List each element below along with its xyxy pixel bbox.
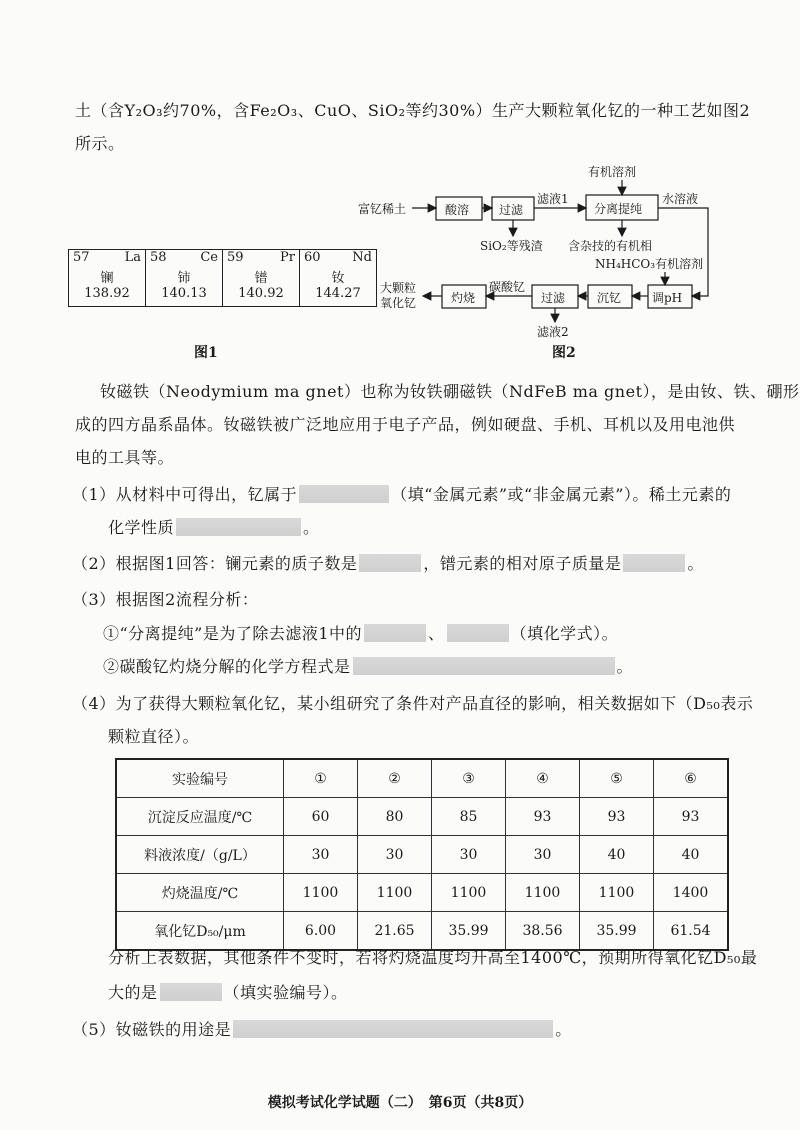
label-carbonate: 碳酸钇 [489,280,526,294]
row-label: 灼烧温度/℃ [116,874,284,912]
table-row [116,798,728,836]
table-cell: 1100 [506,874,580,912]
atomic-mass: 144.27 [315,286,361,301]
atomic-mass: 140.92 [238,286,284,301]
element-name: 钕 [331,271,345,286]
table-cell: 40 [580,836,654,874]
atomic-number: 58 [150,250,167,265]
label-reagents: NH₄HCO₃有机溶剂 [595,257,704,271]
table-cell: 6.00 [284,912,358,951]
table-cell: 61.54 [654,912,729,951]
q1-text-2: （填“金属元素”或“非金属元素”）。稀土元素的 [391,485,732,504]
table-cell: 38.56 [506,912,580,951]
question-4-cont: 颗粒直径）。 [108,727,200,746]
table-cell: 1400 [654,874,729,912]
q2-end: 。 [687,554,704,573]
question-3: （3）根据图2流程分析： [72,590,259,609]
q4b-text: 大的是 [108,983,158,1002]
row-label: 料液浓度/（g/L） [116,836,284,874]
q2-answer-blank-2[interactable] [623,554,685,572]
label-organic-solvent: 有机溶剂 [588,165,637,179]
question-4: （4）为了获得大颗粒氧化钇，某小组研究了条件对产品直径的影响，相关数据如下（D₅₀表示 [72,694,754,713]
element-symbol: Ce [200,250,218,265]
label-raw-material: 富钇稀土 [358,202,407,216]
label-separate: 分离提纯 [594,202,643,216]
atomic-number: 60 [304,250,321,265]
label-acid-dissolve: 酸溶 [445,203,470,217]
label-filter-2: 过滤 [541,291,566,305]
label-filter-1: 过滤 [499,203,524,217]
element-name: 镨 [254,271,268,286]
header-cell: ① [284,759,358,798]
experiment-data-table [115,758,729,951]
element-symbol: Nd [352,250,372,265]
label-product-line-2: 氧化钇 [380,296,417,310]
label-impurity-organic: 含杂技的有机相 [568,239,653,253]
header-cell: ⑤ [580,759,654,798]
row-label: 沉淀反应温度/℃ [116,798,284,836]
q4-answer-blank[interactable] [160,983,222,1001]
header-cell: ⑥ [654,759,729,798]
table-cell: 1100 [432,874,506,912]
q1-answer-blank-1[interactable] [299,485,389,503]
header-cell: 实验编号 [116,759,284,798]
header-cell: ③ [432,759,506,798]
q1-answer-blank-2[interactable] [176,518,301,536]
passage-line-3: 电的工具等。 [75,448,175,467]
table-cell: 60 [284,798,358,836]
q5-end: 。 [555,1020,572,1039]
atomic-number: 59 [227,250,244,265]
table-row [116,836,728,874]
table-cell: 1100 [358,874,432,912]
label-adjust-ph: 调pH [652,291,683,305]
table-row [116,874,728,912]
element-name: 铈 [177,271,191,286]
question-4-analysis: 分析上表数据，其他条件不变时，若将灼烧温度均升高至1400℃，预期所得氧化钇D₅₀最 [108,948,758,967]
label-filtrate-2: 滤液2 [537,325,569,339]
q3-separator: 、 [428,624,445,643]
table-cell: 30 [432,836,506,874]
q4b-end: （填实验编号）。 [223,983,348,1002]
row-label: 氧化钇D₅₀/μm [116,912,284,951]
q3-answer-blank-3[interactable] [353,657,615,675]
intro-line-2: 所示。 [75,134,125,153]
table-cell: 40 [654,836,729,874]
table-cell: 35.99 [580,912,654,951]
element-symbol: La [124,250,141,265]
q3-part2-text: ②碳酸钇灼烧分解的化学方程式是 [103,657,351,676]
table-cell: 93 [654,798,729,836]
q3-part1-end: （填化学式）。 [510,624,619,643]
label-filtrate-1: 滤液1 [537,192,569,206]
label-precipitate: 沉钇 [597,291,622,305]
question-3-part-1 [103,621,618,644]
page-footer: 模拟考试化学试题（二） 第6页（共8页） [267,1095,533,1111]
table-header-row [116,759,728,798]
element-symbol: Pr [280,250,295,265]
atomic-mass: 138.92 [84,286,130,301]
intro-line-1: 土（含Y₂O₃约70%，含Fe₂O₃、CuO、SiO₂等约30%）生产大颗粒氧化钇的一种工艺如图2 [75,101,751,120]
passage-line-1: 钕磁铁（Neodymium ma gnet）也称为钕铁硼磁铁（NdFeB ma gnet），是由钕、铁、硼形 [100,382,800,401]
q3-part2-end: 。 [616,657,634,676]
question-2 [72,551,704,574]
table-cell: 80 [358,798,432,836]
question-1 [72,482,731,505]
q5-answer-blank[interactable] [233,1020,553,1038]
atomic-mass: 140.13 [161,286,207,301]
header-cell: ④ [506,759,580,798]
table-cell: 1100 [580,874,654,912]
q2-text-2: ，镨元素的相对原子质量是 [423,554,622,573]
question-5 [72,1017,572,1040]
q5-text: （5）钕磁铁的用途是 [72,1020,232,1039]
label-residue: SiO₂等残渣 [480,239,543,253]
figure-1-caption: 图1 [194,345,218,361]
atomic-number: 57 [73,250,90,265]
header-cell: ② [358,759,432,798]
q3-answer-blank-2[interactable] [447,624,509,642]
q3-part1-text: ①“分离提纯”是为了除去滤液1中的 [103,624,363,643]
question-3-part-2 [103,654,633,677]
table-cell: 1100 [284,874,358,912]
q1-end: 。 [303,518,320,537]
table-cell: 21.65 [358,912,432,951]
q3-answer-blank-1[interactable] [364,624,426,642]
table-cell: 30 [358,836,432,874]
q1-text-3: 化学性质 [108,518,175,537]
table-cell: 85 [432,798,506,836]
table-cell: 35.99 [432,912,506,951]
q1-text: （1）从材料中可得出，钇属于 [72,485,298,504]
figure-2-caption: 图2 [552,345,576,361]
element-name: 镧 [100,271,114,286]
passage-line-2: 成的四方晶系晶体。钕磁铁被广泛地应用于电子产品，例如硬盘、手机、耳机以及用电池供 [75,415,736,434]
table-cell: 30 [506,836,580,874]
table-cell: 93 [506,798,580,836]
label-product-line-1: 大颗粒 [380,281,417,295]
table-cell: 30 [284,836,358,874]
label-aqueous: 水溶液 [662,192,699,206]
label-calcine: 灼烧 [451,291,476,305]
process-flow-diagram [0,0,800,370]
q2-text: （2）根据图1回答：镧元素的质子数是 [72,554,358,573]
question-4-analysis-cont [108,980,348,1003]
q2-answer-blank-1[interactable] [359,554,421,572]
table-cell: 93 [580,798,654,836]
question-1-cont [108,515,320,538]
